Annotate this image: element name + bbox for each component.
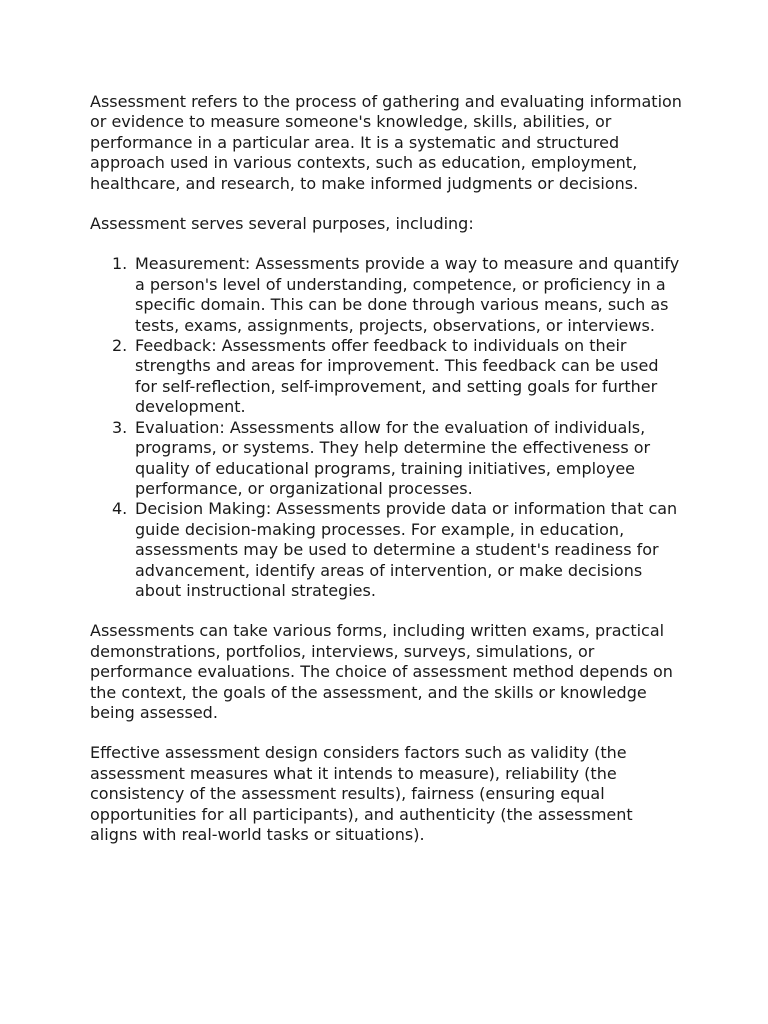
forms-paragraph: Assessments can take various forms, including written exams, practical demonstrations, portfolios, interviews, surveys, simulations, or performance evaluations. The choice of assessment method depends on the context, the goals of the assessment, and the skills or knowledge being assessed.	[90, 621, 673, 722]
list-item-number: 4.	[112, 499, 128, 519]
purposes-lead-paragraph: Assessment serves several purposes, including:	[90, 214, 474, 234]
document-page	[90, 92, 682, 865]
list-item	[90, 336, 682, 418]
list-item	[90, 418, 682, 500]
intro-paragraph: Assessment refers to the process of gathering and evaluating information or evidence to measure someone's knowledge, skills, abilities, or performance in a particular area. It is a systematic and structured approach used in various contexts, such as education, employment, healthcare, and research, to make informed judgments or decisions.	[90, 92, 682, 193]
list-item-text: Decision Making: Assessments provide data or information that can guide decision-making processes. For example, in education, assessments may be used to determine a student's readiness for advancement, identify areas of intervention, or make decisions about instructional strategies.	[135, 499, 678, 600]
list-item-number: 2.	[112, 336, 128, 356]
list-item-text: Measurement: Assessments provide a way to measure and quantify a person's level of understanding, competence, or proficiency in a specific domain. This can be done through various means, such as tests, exams, assignments, projects, observations, or interviews.	[135, 254, 680, 335]
list-item-number: 3.	[112, 417, 128, 437]
list-item	[90, 499, 682, 601]
design-paragraph: Effective assessment design considers factors such as validity (the assessment measures what it intends to measure), reliability (the consistency of the assessment results), fairness (ensuring equal opportunities for all participants), and authenticity (the assessment aligns with real-world tasks or situations).	[90, 743, 633, 844]
purposes-list	[90, 254, 682, 601]
list-item-number: 1.	[112, 254, 128, 274]
list-item-text: Feedback: Assessments offer feedback to individuals on their strengths and areas for improvement. This feedback can be used for self-reflection, self-improvement, and setting goals for further development.	[135, 336, 659, 417]
list-item	[90, 254, 682, 336]
list-item-text: Evaluation: Assessments allow for the evaluation of individuals, programs, or systems. They help determine the effectiveness or quality of educational programs, training initiatives, employee performance, or organizational processes.	[135, 417, 651, 498]
